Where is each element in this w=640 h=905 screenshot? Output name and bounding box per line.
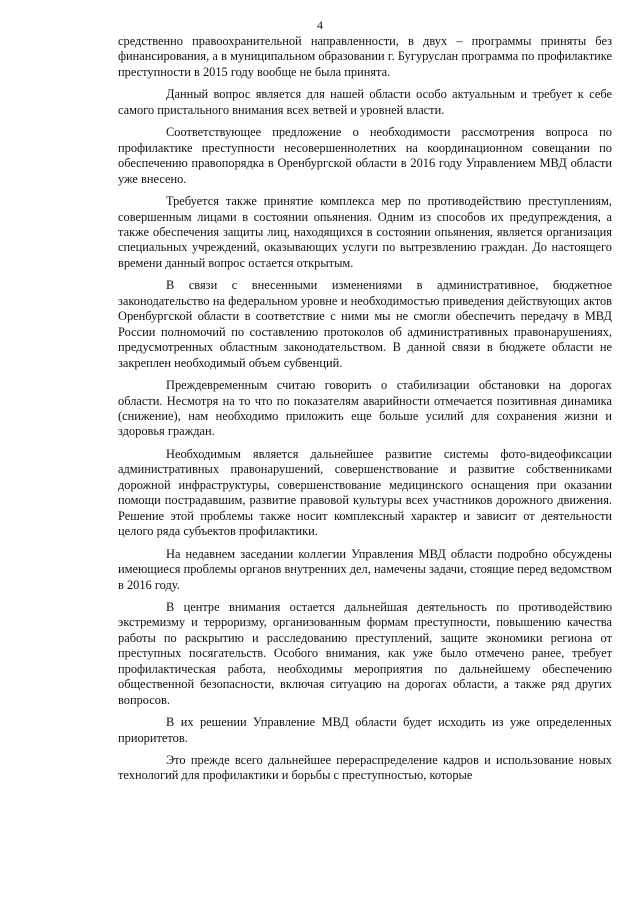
page-number: 4: [317, 18, 323, 32]
paragraph-7: Необходимым является дальнейшее развитие системы фото-видеофиксации административных правонарушений, совершенствование и развитие собственниками дорожной инфраструктуры, совершенствование медицинского оснащения при оказании помощи пострадавшим, развитие правовой культуры всех участников дорожного движения. Решение этой проблемы также носит комплексный характер и зависит от деятельности целого ряда субъектов профилактики.: [118, 446, 612, 539]
paragraph-9: В центре внимания остается дальнейшая деятельность по противодействию экстремизму и терроризму, организованным формам преступности, повышению качества работы по раскрытию и расследованию преступлений, защите экономики региона от преступных посягательств. Особого внимания, как уже было отмечено ранее, требует профилактическая работа, необходимы мероприятия по дальнейшему обеспечению общественной безопасности, включая ситуацию на дорогах области, а также ряд других вопросов.: [118, 599, 612, 707]
paragraph-11: Это прежде всего дальнейшее перераспределение кадров и использование новых технологий для профилактики и борьбы с преступностью, которые: [118, 753, 612, 783]
paragraph-10: В их решении Управление МВД области будет исходить из уже определенных приоритетов.: [118, 715, 612, 745]
paragraph-4: Требуется также принятие комплекса мер по противодействию преступлениям, совершенным лицами в состоянии опьянения. Одним из способов их предупреждения, а также обеспечения защиты лиц, находящихся в состоянии опьянения, является организация специальных учреждений, оказывающих услуги по вытрезвлению граждан. До настоящего времени данный вопрос остается открытым.: [118, 194, 612, 270]
paragraph-2: Данный вопрос является для нашей области особо актуальным и требует к себе самого пристального внимания всех ветвей и уровней власти.: [118, 87, 612, 117]
paragraph-3: Соответствующее предложение о необходимости рассмотрения вопроса по профилактике преступности несовершеннолетних на координационном совещании по обеспечению правопорядка в Оренбургской области в 2016 году Управлением МВД области уже внесено.: [118, 125, 612, 186]
paragraph-6: Преждевременным считаю говорить о стабилизации обстановки на дорогах области. Несмотря на то что по показателям аварийности отмечается позитивная динамика (снижение), нам необходимо приложить еще больше усилий для сохранения жизни и здоровья граждан.: [118, 378, 612, 439]
paragraph-1: средственно правоохранительной направленности, в двух – программы приняты без финансирования, а в муниципальном образовании г. Бугуруслан программа по профилактике преступности в 2015 году вообще не была принята.: [118, 34, 612, 79]
document-body: [118, 34, 612, 791]
paragraph-8: На недавнем заседании коллегии Управления МВД области подробно обсуждены имеющиеся проблемы органов внутренних дел, намечены задачи, стоящие перед ведомством в 2016 году.: [118, 546, 612, 592]
paragraph-5: В связи с внесенными изменениями в административное, бюджетное законодательство на федеральном уровне и необходимостью приведения действующих актов Оренбургской области в соответствие с ними мы не смогли обеспечить передачу в МВД России полномочий по составлению протоколов об административных правонарушениях, предусмотренных областным законодательством. В данной связи в бюджете области не закреплен необходимый объем субвенций.: [118, 278, 612, 370]
